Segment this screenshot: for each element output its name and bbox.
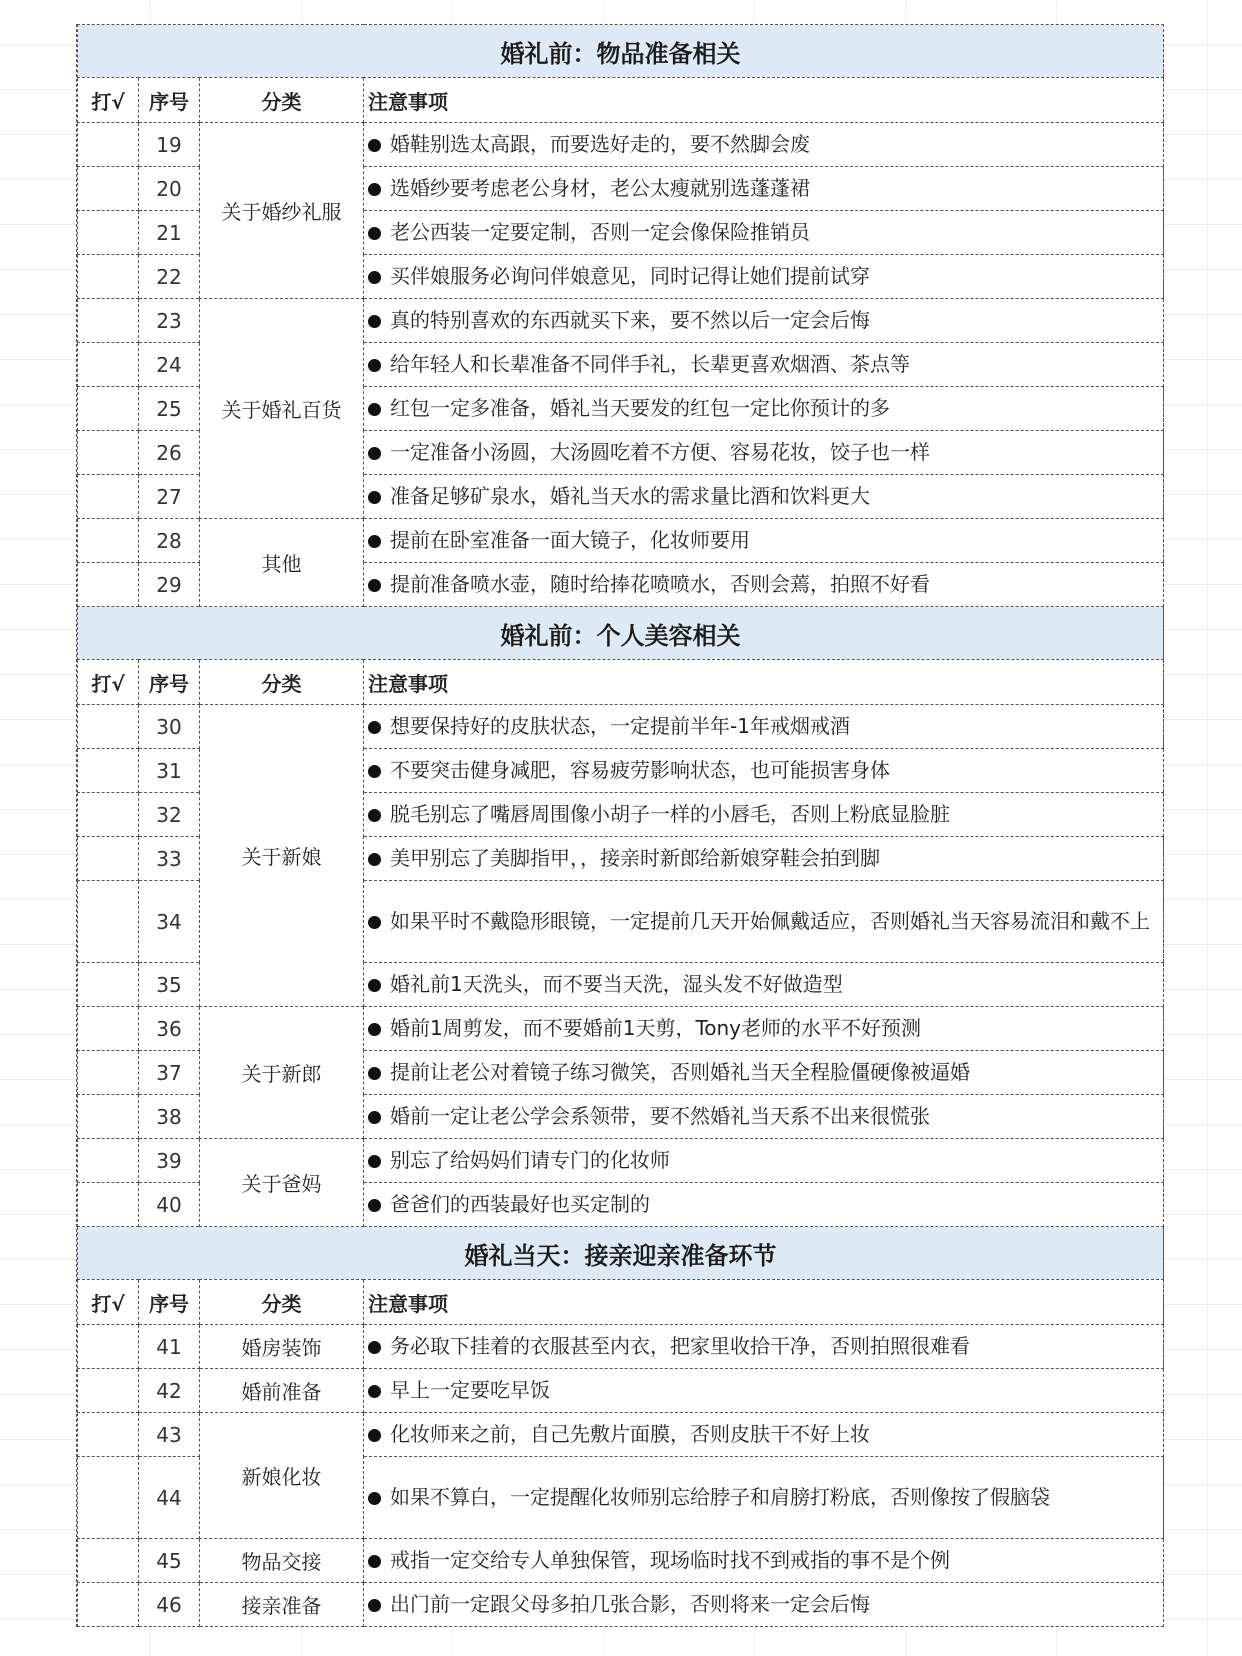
note-cell <box>364 1583 1164 1627</box>
item-number: 30 <box>139 705 200 749</box>
check-cell[interactable] <box>78 475 139 519</box>
bullet-icon <box>368 227 381 240</box>
note-text: 提前准备喷水壶，随时给捧花喷喷水，否则会蔫，拍照不好看 <box>390 572 930 596</box>
bullet-icon <box>368 1199 381 1212</box>
bullet-icon <box>368 1111 381 1124</box>
check-cell[interactable] <box>78 793 139 837</box>
note-text: 脱毛别忘了嘴唇周围像小胡子一样的小唇毛，否则上粉底显脸脏 <box>390 802 950 826</box>
note-text: 老公西装一定要定制，否则一定会像保险推销员 <box>390 220 810 244</box>
note-cell <box>364 343 1164 387</box>
check-cell[interactable] <box>78 211 139 255</box>
bullet-icon <box>368 1429 381 1442</box>
table-row <box>78 705 1164 749</box>
column-header-row <box>78 660 1164 705</box>
note-text: 如果平时不戴隐形眼镜，一定提前几天开始佩戴适应，否则婚礼当天容易流泪和戴不上 <box>390 909 1150 933</box>
note-cell <box>364 837 1164 881</box>
note-cell <box>364 705 1164 749</box>
bullet-icon <box>368 916 381 929</box>
check-cell[interactable] <box>78 963 139 1007</box>
note-text: 化妆师来之前，自己先敷片面膜，否则皮肤干不好上妆 <box>390 1422 870 1446</box>
item-number: 33 <box>139 837 200 881</box>
note-text: 买伴娘服务必询问伴娘意见，同时记得让她们提前试穿 <box>390 264 870 288</box>
number-column-header: 序号 <box>139 660 200 705</box>
check-cell[interactable] <box>78 123 139 167</box>
note-cell <box>364 1007 1164 1051</box>
category-cell: 关于新娘 <box>200 705 364 1007</box>
item-number: 31 <box>139 749 200 793</box>
check-cell[interactable] <box>78 1369 139 1413</box>
checklist-sheet <box>76 24 1164 1627</box>
item-number: 28 <box>139 519 200 563</box>
bullet-icon <box>368 271 381 284</box>
note-text: 早上一定要吃早饭 <box>390 1378 550 1402</box>
section-title-row <box>78 25 1164 78</box>
bullet-icon <box>368 403 381 416</box>
note-cell <box>364 1369 1164 1413</box>
note-text: 红包一定多准备，婚礼当天要发的红包一定比你预计的多 <box>390 396 890 420</box>
note-cell <box>364 793 1164 837</box>
note-text: 提前让老公对着镜子练习微笑，否则婚礼当天全程脸僵硬像被逼婚 <box>390 1060 970 1084</box>
item-number: 42 <box>139 1369 200 1413</box>
check-cell[interactable] <box>78 1413 139 1457</box>
check-cell[interactable] <box>78 299 139 343</box>
bullet-icon <box>368 315 381 328</box>
check-cell[interactable] <box>78 1457 139 1539</box>
note-text: 别忘了给妈妈们请专门的化妆师 <box>390 1148 670 1172</box>
note-cell <box>364 1095 1164 1139</box>
note-text: 如果不算白，一定提醒化妆师别忘给脖子和肩膀打粉底，否则像按了假脑袋 <box>390 1485 1050 1509</box>
item-number: 39 <box>139 1139 200 1183</box>
category-cell: 关于新郎 <box>200 1007 364 1139</box>
bullet-icon <box>368 491 381 504</box>
table-row <box>78 519 1164 563</box>
number-column-header: 序号 <box>139 1280 200 1325</box>
check-cell[interactable] <box>78 1539 139 1583</box>
check-cell[interactable] <box>78 519 139 563</box>
note-cell <box>364 387 1164 431</box>
category-cell: 婚房装饰 <box>200 1325 364 1369</box>
note-cell <box>364 1413 1164 1457</box>
table-row <box>78 1539 1164 1583</box>
item-number: 44 <box>139 1457 200 1539</box>
category-cell: 新娘化妆 <box>200 1413 364 1539</box>
note-text: 爸爸们的西装最好也买定制的 <box>390 1192 650 1216</box>
section-title: 婚礼前：物品准备相关 <box>78 25 1164 78</box>
category-column-header: 分类 <box>200 660 364 705</box>
section-title-row <box>78 1227 1164 1280</box>
note-cell <box>364 211 1164 255</box>
note-column-header: 注意事项 <box>364 1280 1164 1325</box>
section-title: 婚礼当天：接亲迎亲准备环节 <box>78 1227 1164 1280</box>
note-text: 提前在卧室准备一面大镜子，化妆师要用 <box>390 528 750 552</box>
note-text: 给年轻人和长辈准备不同伴手礼，长辈更喜欢烟酒、茶点等 <box>390 352 910 376</box>
item-number: 32 <box>139 793 200 837</box>
check-cell[interactable] <box>78 1051 139 1095</box>
category-cell: 物品交接 <box>200 1539 364 1583</box>
note-text: 婚前1周剪发，而不要婚前1天剪，Tony老师的水平不好预测 <box>390 1016 922 1040</box>
checklist-table <box>77 24 1164 1627</box>
note-cell <box>364 519 1164 563</box>
note-column-header: 注意事项 <box>364 660 1164 705</box>
bullet-icon <box>368 1492 381 1505</box>
table-row <box>78 1007 1164 1051</box>
note-cell <box>364 1051 1164 1095</box>
check-column-header: 打√ <box>78 78 139 123</box>
check-cell[interactable] <box>78 431 139 475</box>
table-row <box>78 1369 1164 1413</box>
item-number: 19 <box>139 123 200 167</box>
note-cell <box>364 1325 1164 1369</box>
table-row <box>78 1413 1164 1457</box>
note-text: 婚鞋别选太高跟，而要选好走的，要不然脚会废 <box>390 132 810 156</box>
note-cell <box>364 1139 1164 1183</box>
item-number: 38 <box>139 1095 200 1139</box>
section-title-row <box>78 607 1164 660</box>
item-number: 24 <box>139 343 200 387</box>
category-cell: 关于爸妈 <box>200 1139 364 1227</box>
note-text: 选婚纱要考虑老公身材，老公太瘦就别选蓬蓬裙 <box>390 176 810 200</box>
item-number: 37 <box>139 1051 200 1095</box>
check-column-header: 打√ <box>78 660 139 705</box>
check-cell[interactable] <box>78 749 139 793</box>
category-column-header: 分类 <box>200 78 364 123</box>
check-cell[interactable] <box>78 255 139 299</box>
note-cell <box>364 123 1164 167</box>
bullet-icon <box>368 1599 381 1612</box>
item-number: 27 <box>139 475 200 519</box>
item-number: 36 <box>139 1007 200 1051</box>
check-cell[interactable] <box>78 881 139 963</box>
column-header-row <box>78 78 1164 123</box>
item-number: 35 <box>139 963 200 1007</box>
bullet-icon <box>368 809 381 822</box>
note-cell <box>364 1457 1164 1539</box>
bullet-icon <box>368 979 381 992</box>
note-text: 想要保持好的皮肤状态，一定提前半年-1年戒烟戒酒 <box>390 714 850 738</box>
category-cell: 关于婚礼百货 <box>200 299 364 519</box>
note-text: 美甲别忘了美脚指甲，，接亲时新郎给新娘穿鞋会拍到脚 <box>390 846 880 870</box>
check-column-header: 打√ <box>78 1280 139 1325</box>
item-number: 25 <box>139 387 200 431</box>
note-cell <box>364 475 1164 519</box>
section-title: 婚礼前：个人美容相关 <box>78 607 1164 660</box>
bullet-icon <box>368 579 381 592</box>
note-cell <box>364 299 1164 343</box>
bullet-icon <box>368 1023 381 1036</box>
bullet-icon <box>368 535 381 548</box>
bullet-icon <box>368 1155 381 1168</box>
check-cell[interactable] <box>78 705 139 749</box>
category-column-header: 分类 <box>200 1280 364 1325</box>
table-row <box>78 299 1164 343</box>
note-cell <box>364 563 1164 607</box>
bullet-icon <box>368 1067 381 1080</box>
table-row <box>78 1583 1164 1627</box>
note-cell <box>364 881 1164 963</box>
note-cell <box>364 1539 1164 1583</box>
table-row <box>78 123 1164 167</box>
note-text: 出门前一定跟父母多拍几张合影，否则将来一定会后悔 <box>390 1592 870 1616</box>
bullet-icon <box>368 853 381 866</box>
check-cell[interactable] <box>78 1583 139 1627</box>
check-cell[interactable] <box>78 837 139 881</box>
table-row <box>78 1325 1164 1369</box>
note-text: 戒指一定交给专人单独保管，现场临时找不到戒指的事不是个例 <box>390 1548 950 1572</box>
item-number: 22 <box>139 255 200 299</box>
category-cell: 接亲准备 <box>200 1583 364 1627</box>
category-cell: 其他 <box>200 519 364 607</box>
note-cell <box>364 749 1164 793</box>
bullet-icon <box>368 765 381 778</box>
item-number: 46 <box>139 1583 200 1627</box>
note-text: 不要突击健身减肥，容易疲劳影响状态，也可能损害身体 <box>390 758 890 782</box>
bullet-icon <box>368 1385 381 1398</box>
check-cell[interactable] <box>78 563 139 607</box>
bullet-icon <box>368 183 381 196</box>
bullet-icon <box>368 1341 381 1354</box>
item-number: 23 <box>139 299 200 343</box>
item-number: 43 <box>139 1413 200 1457</box>
check-cell[interactable] <box>78 1325 139 1369</box>
check-cell[interactable] <box>78 387 139 431</box>
bullet-icon <box>368 721 381 734</box>
note-cell <box>364 1183 1164 1227</box>
note-cell <box>364 963 1164 1007</box>
note-cell <box>364 431 1164 475</box>
note-text: 婚前一定让老公学会系领带，要不然婚礼当天系不出来很慌张 <box>390 1104 930 1128</box>
category-cell: 婚前准备 <box>200 1369 364 1413</box>
note-column-header: 注意事项 <box>364 78 1164 123</box>
item-number: 26 <box>139 431 200 475</box>
item-number: 34 <box>139 881 200 963</box>
check-cell[interactable] <box>78 1139 139 1183</box>
item-number: 20 <box>139 167 200 211</box>
number-column-header: 序号 <box>139 78 200 123</box>
check-cell[interactable] <box>78 343 139 387</box>
item-number: 40 <box>139 1183 200 1227</box>
item-number: 45 <box>139 1539 200 1583</box>
bullet-icon <box>368 1555 381 1568</box>
column-header-row <box>78 1280 1164 1325</box>
table-row <box>78 1139 1164 1183</box>
note-text: 务必取下挂着的衣服甚至内衣，把家里收拾干净，否则拍照很难看 <box>390 1334 970 1358</box>
note-text: 一定准备小汤圆，大汤圆吃着不方便、容易花妆，饺子也一样 <box>390 440 930 464</box>
check-cell[interactable] <box>78 167 139 211</box>
note-cell <box>364 255 1164 299</box>
note-text: 婚礼前1天洗头，而不要当天洗，湿头发不好做造型 <box>390 972 843 996</box>
check-cell[interactable] <box>78 1183 139 1227</box>
note-text: 真的特别喜欢的东西就买下来，要不然以后一定会后悔 <box>390 308 870 332</box>
note-text: 准备足够矿泉水，婚礼当天水的需求量比酒和饮料更大 <box>390 484 870 508</box>
item-number: 29 <box>139 563 200 607</box>
bullet-icon <box>368 139 381 152</box>
check-cell[interactable] <box>78 1095 139 1139</box>
bullet-icon <box>368 447 381 460</box>
note-cell <box>364 167 1164 211</box>
bullet-icon <box>368 359 381 372</box>
item-number: 41 <box>139 1325 200 1369</box>
check-cell[interactable] <box>78 1007 139 1051</box>
category-cell: 关于婚纱礼服 <box>200 123 364 299</box>
item-number: 21 <box>139 211 200 255</box>
